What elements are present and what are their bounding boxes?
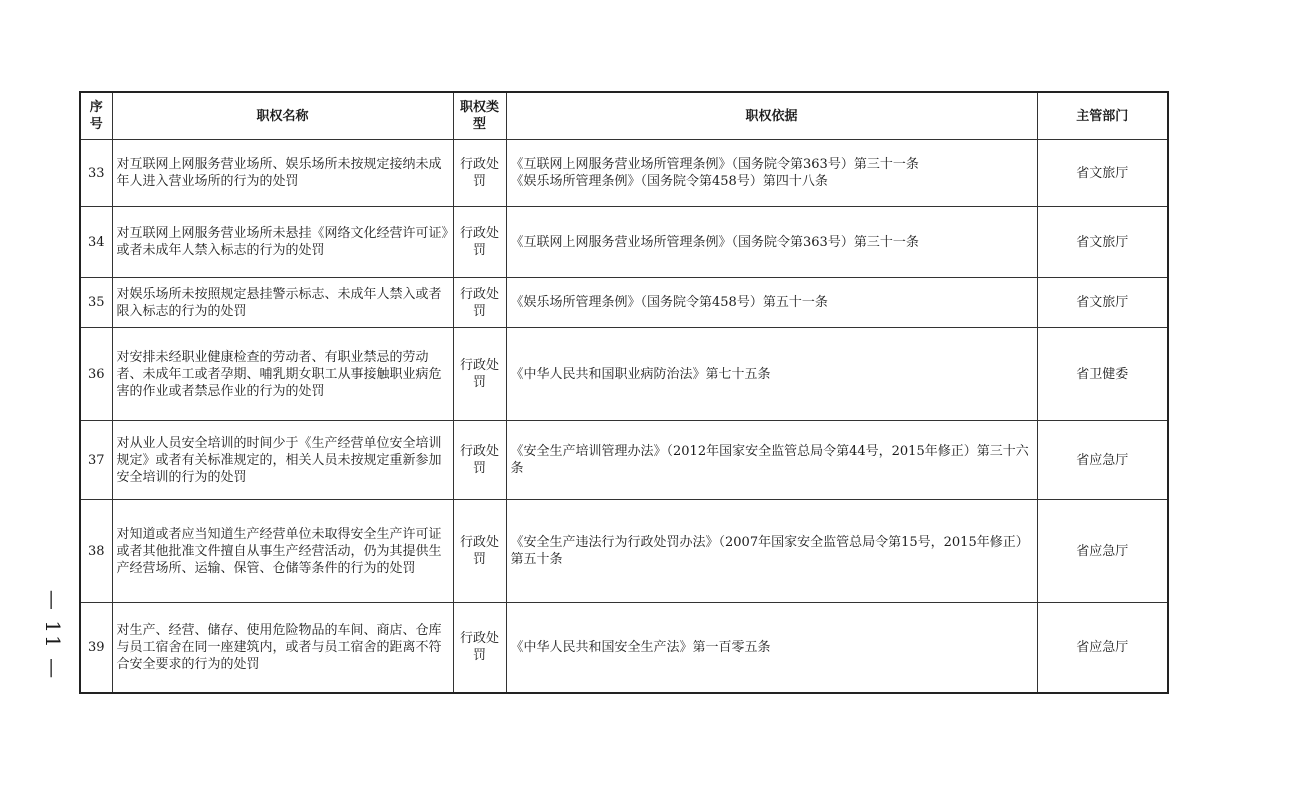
row-type: 行政处罚 [453, 603, 506, 693]
table-row [80, 500, 1168, 603]
row-num: 37 [80, 421, 112, 500]
row-basis [506, 278, 1037, 328]
row-basis [506, 421, 1037, 500]
row-type: 行政处罚 [453, 500, 506, 603]
table-row [80, 603, 1168, 693]
row-basis [506, 140, 1037, 207]
row-basis [506, 603, 1037, 693]
header-basis: 职权依据 [506, 92, 1037, 140]
row-name: 对生产、经营、储存、使用危险物品的车间、商店、仓库与员工宿舍在同一座建筑内，或者与员工宿舍的距离不符合安全要求的行为的处罚 [112, 603, 453, 693]
page-number [38, 589, 68, 681]
row-num: 38 [80, 500, 112, 603]
row-basis [506, 207, 1037, 278]
row-dept: 省应急厅 [1037, 500, 1168, 603]
table-header-row [80, 92, 1168, 140]
row-dept: 省文旅厅 [1037, 140, 1168, 207]
row-name: 对互联网上网服务营业场所、娱乐场所未按规定接纳未成年人进入营业场所的行为的处罚 [112, 140, 453, 207]
table-row [80, 421, 1168, 500]
row-name: 对娱乐场所未按照规定悬挂警示标志、未成年人禁入或者限入标志的行为的处罚 [112, 278, 453, 328]
row-num: 39 [80, 603, 112, 693]
header-dept: 主管部门 [1037, 92, 1168, 140]
row-name: 对从业人员安全培训的时间少于《生产经营单位安全培训规定》或者有关标准规定的，相关人员未按规定重新参加安全培训的行为的处罚 [112, 421, 453, 500]
table-row [80, 328, 1168, 421]
row-type: 行政处罚 [453, 207, 506, 278]
row-basis [506, 328, 1037, 421]
header-num: 序号 [80, 92, 112, 140]
header-name: 职权名称 [112, 92, 453, 140]
table-row [80, 140, 1168, 207]
row-type: 行政处罚 [453, 421, 506, 500]
row-dept: 省文旅厅 [1037, 278, 1168, 328]
row-dept: 省文旅厅 [1037, 207, 1168, 278]
row-basis [506, 500, 1037, 603]
row-num: 34 [80, 207, 112, 278]
row-dept: 省应急厅 [1037, 421, 1168, 500]
row-type: 行政处罚 [453, 140, 506, 207]
basis-line: 《互联网上网服务营业场所管理条例》（国务院令第363号）第三十一条 [510, 157, 919, 172]
basis-line: 《娱乐场所管理条例》（国务院令第458号）第四十八条 [510, 174, 828, 189]
row-type: 行政处罚 [453, 328, 506, 421]
basis-line: 《中华人民共和国职业病防治法》第七十五条 [510, 366, 771, 382]
row-dept: 省应急厅 [1037, 603, 1168, 693]
basis-line: 《中华人民共和国安全生产法》第一百零五条 [510, 639, 771, 655]
table-row [80, 207, 1168, 278]
row-name: 对安排未经职业健康检查的劳动者、有职业禁忌的劳动者、未成年工或者孕期、哺乳期女职工从事接触职业病危害的作业或者禁忌作业的行为的处罚 [112, 328, 453, 421]
basis-line: 《互联网上网服务营业场所管理条例》（国务院令第363号）第三十一条 [510, 234, 919, 250]
table-row [80, 278, 1168, 328]
row-name: 对知道或者应当知道生产经营单位未取得安全生产许可证或者其他批准文件擅自从事生产经营活动，仍为其提供生产经营场所、运输、保管、仓储等条件的行为的处罚 [112, 500, 453, 603]
row-dept: 省卫健委 [1037, 328, 1168, 421]
page-number-text: — 11 — [41, 589, 66, 681]
row-name: 对互联网上网服务营业场所未悬挂《网络文化经营许可证》或者未成年人禁入标志的行为的处罚 [112, 207, 453, 278]
basis-line: 《娱乐场所管理条例》（国务院令第458号）第五十一条 [510, 295, 828, 310]
row-type: 行政处罚 [453, 278, 506, 328]
row-num: 33 [80, 140, 112, 207]
row-num: 36 [80, 328, 112, 421]
header-type: 职权类型 [453, 92, 506, 140]
basis-line: 《安全生产培训管理办法》（2012年国家安全监管总局令第44号，2015年修正）第三十六条 [510, 444, 1029, 476]
basis-line: 《安全生产违法行为行政处罚办法》（2007年国家安全监管总局令第15号，2015年修正）第五十条 [510, 535, 1029, 567]
row-num: 35 [80, 278, 112, 328]
authority-table [79, 91, 1169, 694]
